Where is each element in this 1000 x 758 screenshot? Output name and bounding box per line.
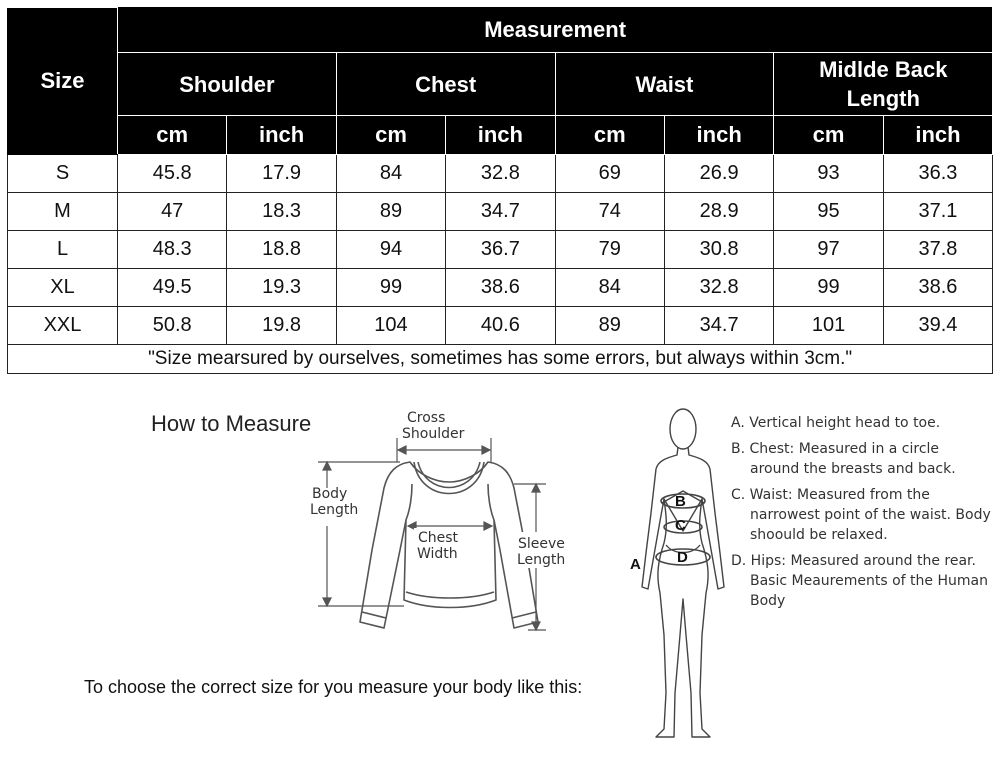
group-shoulder: Shoulder: [118, 53, 337, 116]
value-cell: 89: [336, 193, 445, 231]
value-cell: 99: [774, 269, 883, 307]
value-cell: 47: [118, 193, 227, 231]
value-cell: 32.8: [446, 155, 555, 193]
size-cell: M: [8, 193, 118, 231]
note-waist: C. Waist: Measured from the narrowest point of the waist. Body shoould be relaxed.: [731, 487, 991, 543]
value-cell: 37.1: [883, 193, 992, 231]
value-cell: 38.6: [446, 269, 555, 307]
marker-d: D: [677, 549, 688, 566]
unit-header: cm: [118, 116, 227, 155]
table-row: [8, 231, 993, 269]
size-table: [7, 7, 993, 374]
unit-header: cm: [555, 116, 664, 155]
size-cell: S: [8, 155, 118, 193]
value-cell: 18.3: [227, 193, 336, 231]
value-cell: 37.8: [883, 231, 992, 269]
table-row: [8, 155, 993, 193]
body-head: [670, 409, 696, 449]
size-cell: XL: [8, 269, 118, 307]
value-cell: 97: [774, 231, 883, 269]
label-sleeve-length: Length: [517, 552, 566, 568]
value-cell: 79: [555, 231, 664, 269]
value-cell: 48.3: [118, 231, 227, 269]
value-cell: 36.7: [446, 231, 555, 269]
size-cell: L: [8, 231, 118, 269]
size-cell: XXL: [8, 307, 118, 345]
unit-header: cm: [774, 116, 883, 155]
unit-header: inch: [446, 116, 555, 155]
value-cell: 17.9: [227, 155, 336, 193]
value-cell: 84: [555, 269, 664, 307]
unit-header: inch: [664, 116, 773, 155]
value-cell: 104: [336, 307, 445, 345]
measure-notes: [731, 413, 991, 617]
unit-header: cm: [336, 116, 445, 155]
measurement-header: Measurement: [118, 8, 993, 53]
table-row: [8, 269, 993, 307]
choose-size-text: To choose the correct size for you measure your body like this:: [84, 677, 583, 697]
marker-b: B: [675, 493, 686, 510]
size-header: Size: [8, 8, 118, 155]
marker-a: A: [630, 556, 641, 573]
unit-header: inch: [227, 116, 336, 155]
value-cell: 69: [555, 155, 664, 193]
value-cell: 34.7: [664, 307, 773, 345]
value-cell: 39.4: [883, 307, 992, 345]
value-cell: 84: [336, 155, 445, 193]
label-chest: Chest: [418, 530, 459, 546]
group-chest: Chest: [336, 53, 555, 116]
how-to-measure-title: How to Measure: [151, 411, 312, 436]
table-row: [8, 193, 993, 231]
value-cell: 50.8: [118, 307, 227, 345]
table-row: [8, 307, 993, 345]
body-figure: [620, 403, 730, 753]
note-height: A. Vertical height head to toe.: [731, 415, 941, 431]
value-cell: 26.9: [664, 155, 773, 193]
note-hips: D. Hips: Measured around the rear. Basic Meaurements of the Human Body: [731, 553, 988, 609]
value-cell: 101: [774, 307, 883, 345]
value-cell: 36.3: [883, 155, 992, 193]
value-cell: 95: [774, 193, 883, 231]
table-note: "Size mearsured by ourselves, sometimes has some errors, but always within 3cm.": [8, 345, 993, 374]
value-cell: 45.8: [118, 155, 227, 193]
value-cell: 34.7: [446, 193, 555, 231]
value-cell: 89: [555, 307, 664, 345]
label-cross: Cross: [407, 410, 446, 426]
value-cell: 32.8: [664, 269, 773, 307]
marker-c: C: [675, 517, 686, 534]
shirt-diagram: [300, 400, 570, 640]
label-width: Width: [417, 546, 458, 562]
label-body: Body: [312, 486, 348, 502]
label-shoulder: Shoulder: [402, 426, 465, 442]
value-cell: 30.8: [664, 231, 773, 269]
value-cell: 38.6: [883, 269, 992, 307]
value-cell: 18.8: [227, 231, 336, 269]
value-cell: 40.6: [446, 307, 555, 345]
value-cell: 19.3: [227, 269, 336, 307]
value-cell: 28.9: [664, 193, 773, 231]
shirt-neckline: [418, 462, 480, 488]
value-cell: 74: [555, 193, 664, 231]
note-chest: B. Chest: Measured in a circle around the breasts and back.: [731, 441, 956, 477]
label-body-length: Length: [310, 502, 359, 518]
group-back-length: Midlde Back Length: [774, 53, 993, 116]
unit-header: inch: [883, 116, 992, 155]
value-cell: 99: [336, 269, 445, 307]
value-cell: 94: [336, 231, 445, 269]
value-cell: 49.5: [118, 269, 227, 307]
value-cell: 93: [774, 155, 883, 193]
group-waist: Waist: [555, 53, 774, 116]
value-cell: 19.8: [227, 307, 336, 345]
label-sleeve: Sleeve: [518, 536, 565, 552]
